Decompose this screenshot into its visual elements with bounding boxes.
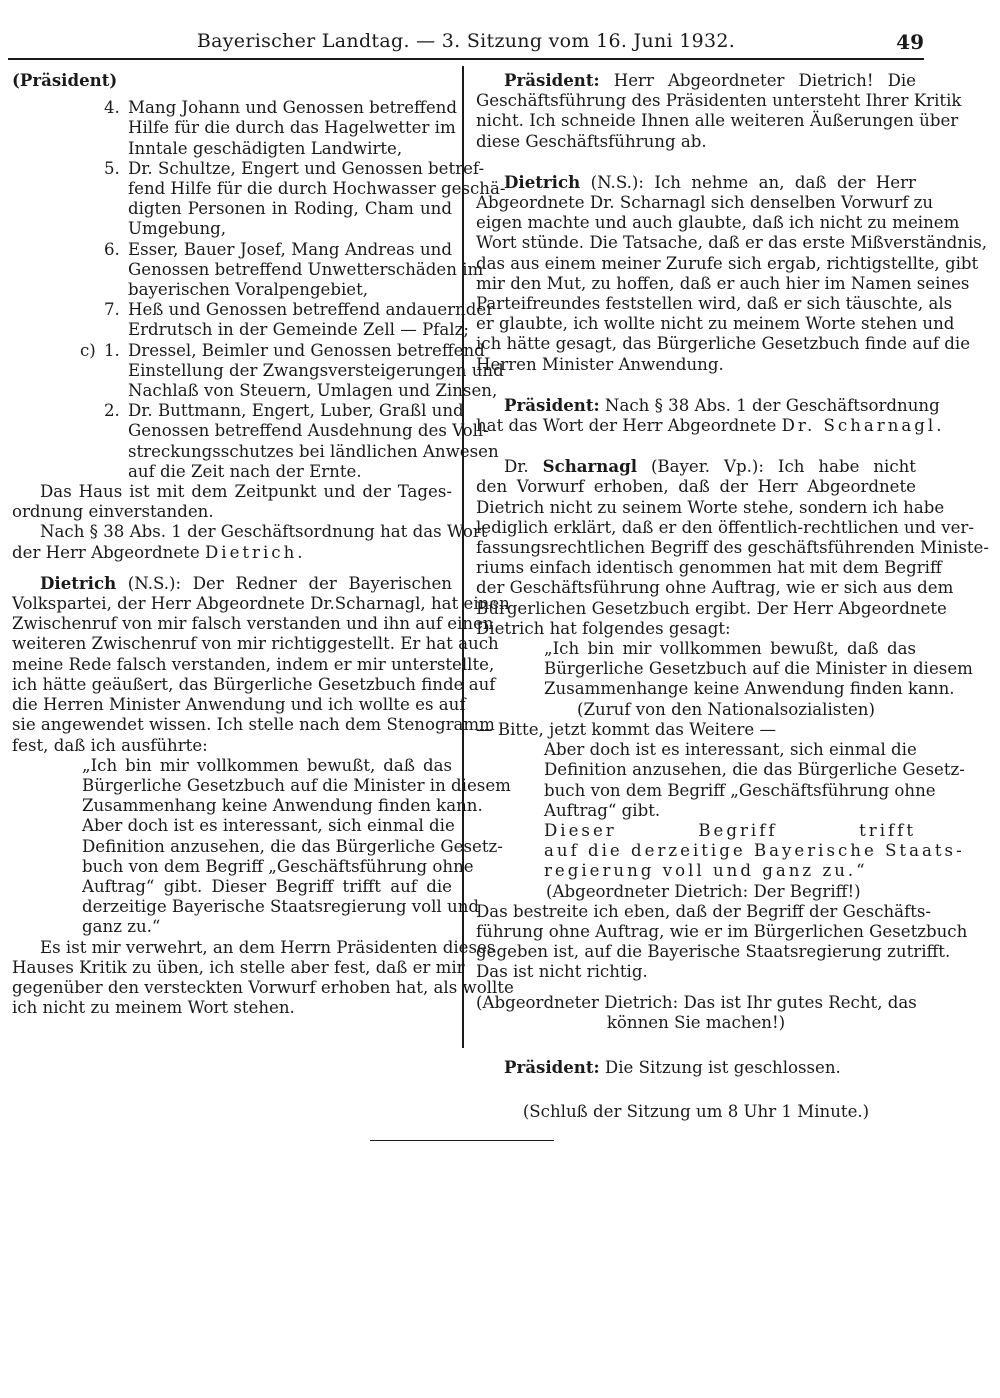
speech-body: [12, 594, 510, 756]
paragraph-line: Das Haus ist mit dem Zeitpunkt und der Tages-: [40, 482, 452, 502]
quote-line: Auftrag“ gibt.: [544, 800, 661, 820]
paragraph-line: Hauses Kritik zu üben, ich stelle aber fest, daß er mir: [12, 957, 465, 977]
interjection: (Abgeordneter Dietrich: Der Begriff!): [546, 881, 861, 901]
agenda-item-text: digten Personen in Roding, Cham und: [128, 199, 452, 219]
agenda-item-line: [12, 462, 452, 482]
agenda-item-line: [12, 139, 452, 159]
agenda-item-line: [12, 240, 452, 260]
quote-line: „Ich bin mir vollkommen bewußt, daß das: [82, 755, 452, 775]
speech-text: Ich habe nicht: [777, 457, 916, 477]
speaker-title: Dr.: [504, 457, 529, 477]
spacer: [476, 1078, 916, 1102]
agenda-item-text: Esser, Bauer Josef, Mang Andreas und: [128, 239, 452, 259]
agenda-item-number: 6.: [104, 239, 120, 259]
speech-line: Zwischenruf von mir falsch verstanden und ihn auf einen: [12, 614, 494, 634]
speech-line: Das bestreite ich eben, daß der Begriff der Geschäfts-: [476, 901, 932, 921]
speech-line: riums einfach identisch genommen hat mit dem Begriff: [476, 558, 942, 578]
agenda-item-number: 5.: [104, 158, 120, 178]
quote-line: Definition anzusehen, die das Bürgerliche Gesetz-: [544, 760, 965, 780]
speaker-name: Dietrich: [504, 171, 581, 192]
page-header: [8, 28, 924, 60]
speech-line: fassungsrechtlichen Begriff des geschäftsführenden Ministe-: [476, 538, 989, 558]
speech-line: ich hätte gesagt, das Bürgerliche Gesetzbuch finde auf die: [476, 334, 971, 354]
speech-line: eigen machte und auch glaubte, daß ich nicht zu meinem: [476, 213, 960, 233]
speech-line: den Vorwurf erhoben, daß der Herr Abgeordnete: [476, 477, 916, 497]
quote-line: Bürgerliche Gesetzbuch auf die Minister in diesem: [544, 659, 973, 679]
agenda-item-text: Genossen betreffend Unwetterschäden im: [128, 259, 484, 279]
speech-text: Herr Abgeordneter Dietrich! Die: [613, 71, 917, 90]
speech-line: mir den Mut, zu hoffen, daß er auch hier im Namen seines: [476, 273, 970, 293]
spacer: [476, 983, 916, 993]
speech-line: [476, 416, 945, 436]
quote-line: Definition anzusehen, die das Bürgerliche Gesetz-: [82, 836, 503, 856]
quotation-block: [476, 639, 973, 700]
speech-line: lediglich erklärt, daß er den öffentlich-rechtlichen und ver-: [476, 517, 974, 537]
quote-line-spaced: regierung voll und ganz zu.“: [544, 861, 868, 881]
speaker-name: Präsident:: [504, 70, 600, 90]
quote-line: Aber doch ist es interessant, sich einmal die: [82, 816, 455, 836]
speaker-name: Präsident:: [504, 394, 600, 415]
agenda-item-line: [12, 441, 499, 462]
speech-text: Nach § 38 Abs. 1 der Geschäftsordnung: [604, 395, 940, 415]
speech-line: nicht. Ich schneide Ihnen alle weiteren Äußerungen über: [476, 111, 959, 131]
speech-first-line: [476, 70, 916, 91]
speaker-party: (N.S.):: [590, 172, 644, 192]
spacer: [476, 375, 916, 395]
agenda-item-text: Erdrutsch in der Gemeinde Zell — Pfalz;: [128, 320, 469, 340]
agenda-item-number: 7.: [104, 300, 120, 320]
agenda-item-line: [12, 340, 485, 361]
running-head-speaker: (Präsident): [12, 70, 118, 90]
quote-line: Bürgerliche Gesetzbuch auf die Minister in diesem: [82, 775, 511, 795]
speech-line: ich hätte geäußert, das Bürgerliche Gesetzbuch finde auf: [12, 674, 496, 694]
quote-line: buch von dem Begriff „Geschäftsführung ohne: [82, 856, 474, 876]
speech-first-line: [476, 1057, 916, 1078]
speech-body: [476, 477, 989, 639]
paragraph-line: gegenüber den versteckten Vorwurf erhoben hat, als wollte: [12, 977, 514, 997]
paragraph-text: der Herr Abgeordnete: [12, 542, 200, 562]
agenda-item-line: [12, 118, 456, 138]
agenda-item-text: streckungsschutzes bei ländlichen Anwesen: [128, 441, 499, 461]
agenda-item-number: 4.: [104, 98, 120, 118]
agenda-item-text: Dr. Buttmann, Engert, Luber, Graßl und: [128, 401, 464, 421]
speech-line: das aus einem meiner Zurufe sich ergab, richtigstellte, gibt: [476, 253, 979, 273]
speech-line: fest, daß ich ausführte:: [12, 735, 208, 755]
quote-line-spaced: Dieser Begriff trifft: [544, 820, 916, 840]
agenda-item-line: [12, 259, 484, 280]
agenda-item-line: [12, 381, 498, 401]
speech-line: Abgeordnete Dr. Scharnagl sich denselben Vorwurf zu: [476, 193, 934, 213]
speech-line: Wort stünde. Die Tatsache, daß er das erste Mißverständnis,: [476, 233, 988, 253]
speaker-name: Dietrich: [40, 572, 117, 593]
speech-text: Ich nehme an, daß der Herr: [654, 172, 916, 192]
interjection: (Zuruf von den Nationalsozialisten): [577, 699, 875, 719]
agenda-item-text: fend Hilfe für die durch Hochwasser geschä-: [128, 179, 506, 199]
paragraph-line: ordnung einverstanden.: [12, 502, 214, 522]
agenda-item-line: [12, 360, 504, 381]
agenda-item-line: [12, 401, 464, 421]
agenda-item-line: [12, 179, 506, 199]
quotation-block: [476, 740, 965, 821]
speech-line: Dietrich nicht zu seinem Worte stehe, sondern ich habe: [476, 497, 945, 517]
agenda-item-text: Nachlaß von Steuern, Umlagen und Zinsen,: [128, 381, 498, 401]
agenda-item-text: Inntale geschädigten Landwirte,: [128, 138, 403, 158]
closing-note: (Schluß der Sitzung um 8 Uhr 1 Minute.): [522, 1102, 870, 1122]
speaker-name-spaced: Dr. Scharnagl.: [781, 416, 945, 436]
speech-text: Der Redner der Bayerischen: [192, 573, 452, 593]
agenda-item-line: [12, 421, 489, 441]
paragraph-line: ich nicht zu meinem Wort stehen.: [12, 998, 295, 1018]
agenda-item-text: Einstellung der Zwangsversteigerungen und: [128, 360, 504, 380]
speech-line: Herren Minister Anwendung.: [476, 354, 724, 374]
quote-line: buch von dem Begriff „Geschäftsführung ohne: [544, 780, 936, 800]
quote-line: Zusammenhange keine Anwendung finden kann.: [544, 679, 955, 699]
paragraph-line: Es ist mir verwehrt, an dem Herrn Präsidenten dieses: [40, 937, 496, 957]
speech-line: Bürgerlichen Gesetzbuch ergibt. Der Herr Abgeordnete: [476, 598, 947, 618]
spacer: [476, 152, 916, 172]
agenda-item-text: Dr. Schultze, Engert und Genossen betref-: [128, 158, 485, 178]
speech-line: Parteifreundes feststellen wird, daß er sich täuschte, als: [476, 294, 953, 314]
agenda-item-line: [12, 280, 452, 300]
paragraph-line: [12, 543, 452, 563]
speech-line: diese Geschäftsführung ab.: [476, 131, 707, 151]
speech-first-line: [476, 456, 916, 477]
speech-body: [476, 901, 968, 983]
quote-line: ganz zu.“: [82, 917, 161, 937]
interjection: können Sie machen!): [606, 1012, 786, 1032]
quote-line: derzeitige Bayerische Staatsregierung voll und: [82, 897, 480, 917]
page-number: 49: [896, 30, 924, 54]
speech-text: hat das Wort der Herr Abgeordnete: [476, 416, 777, 436]
speaker-name-spaced: Dietrich.: [204, 542, 306, 562]
agenda-item-line: [12, 320, 469, 340]
speaker-name: Präsident:: [504, 1056, 600, 1077]
spacer: [476, 1033, 916, 1057]
end-rule: [370, 1140, 554, 1141]
speech-first-line: [476, 172, 916, 193]
agenda-item-text: bayerischen Voralpengebiet,: [128, 280, 369, 300]
speech-body: [476, 193, 988, 375]
quotation-block: [12, 755, 511, 938]
speech-first-line: [476, 394, 940, 416]
quotation-block-spaced: [476, 820, 965, 882]
speech-line: Dietrich hat folgendes gesagt:: [476, 618, 731, 638]
agenda-item-line: [12, 300, 495, 320]
agenda-item-line: [12, 98, 457, 118]
speech-line: gegeben ist, auf die Bayerische Staatsregierung zutrifft.: [476, 942, 951, 962]
running-title: Bayerischer Landtag. — 3. Sitzung vom 16. Juni 1932.: [196, 30, 736, 52]
agenda-item-text: Heß und Genossen betreffend andauernder: [128, 300, 495, 320]
speech-text: Die Sitzung ist geschlossen.: [604, 1057, 841, 1077]
right-column: [476, 70, 989, 1122]
quote-line: Auftrag“ gibt. Dieser Begriff trifft auf die: [82, 876, 452, 896]
left-column: [12, 70, 514, 1018]
speech-line: er glaubte, ich wollte nicht zu meinem Worte stehen und: [476, 314, 955, 334]
paragraph-line: Nach § 38 Abs. 1 der Geschäftsordnung hat das Wort: [40, 522, 488, 542]
speaker-party: (N.S.):: [127, 573, 182, 593]
agenda-item-number: 2.: [104, 401, 120, 421]
agenda-item-text: Mang Johann und Genossen betreffend: [128, 98, 457, 118]
agenda-sub-letter: c): [80, 340, 96, 360]
agenda-item-line: [12, 158, 485, 179]
speech-first-line: [12, 573, 452, 594]
quote-line-spaced: auf die derzeitige Bayerische Staats-: [544, 841, 965, 861]
speech-line: der Geschäftsführung ohne Auftrag, wie er sich aus dem: [476, 578, 954, 598]
speech-line: die Herren Minister Anwendung und ich wollte es auf: [12, 695, 466, 715]
quote-line: „Ich bin mir vollkommen bewußt, daß das: [544, 639, 916, 659]
speech-line: weiteren Zwischenruf von mir richtiggestellt. Er hat auch: [12, 634, 499, 654]
speech-line: führung ohne Auftrag, wie er im Bürgerlichen Gesetzbuch: [476, 921, 968, 941]
agenda-item-text: Genossen betreffend Ausdehnung des Voll-: [128, 421, 489, 441]
speech-line: Das ist nicht richtig.: [476, 962, 648, 982]
speech-line: Geschäftsführung des Präsidenten untersteht Ihrer Kritik: [476, 91, 962, 111]
spacer: [12, 563, 452, 573]
agenda-item-text: Umgebung,: [128, 219, 227, 239]
paragraph-block: [12, 937, 514, 1019]
quote-line: Zusammenhang keine Anwendung finden kann.: [82, 796, 483, 816]
spacer: [476, 436, 916, 456]
speech-line: Volkspartei, der Herr Abgeordnete Dr.Scharnagl, hat einen: [12, 594, 510, 614]
speaker-party: (Bayer. Vp.):: [650, 457, 764, 477]
quote-line: Aber doch ist es interessant, sich einmal die: [544, 740, 917, 760]
speech-body: [476, 91, 962, 152]
agenda-item-text: auf die Zeit nach der Ernte.: [128, 461, 362, 481]
agenda-item-line: [12, 219, 452, 239]
interjection-bitte: — Bitte, jetzt kommt das Weitere —: [476, 719, 777, 739]
agenda-item-text: Dressel, Beimler und Genossen betreffend: [128, 340, 485, 360]
agenda-items: [12, 98, 506, 482]
agenda-item-text: Hilfe für die durch das Hagelwetter im: [128, 118, 456, 138]
interjection: (Abgeordneter Dietrich: Das ist Ihr gutes Recht, das: [476, 992, 917, 1012]
agenda-item-number: 1.: [104, 340, 120, 360]
speech-line: sie angewendet wissen. Ich stelle nach dem Stenogramm: [12, 715, 495, 735]
speech-line: meine Rede falsch verstanden, indem er mir unterstellte,: [12, 654, 495, 674]
agenda-item-line: [12, 199, 452, 219]
speaker-name: Scharnagl: [542, 456, 637, 477]
